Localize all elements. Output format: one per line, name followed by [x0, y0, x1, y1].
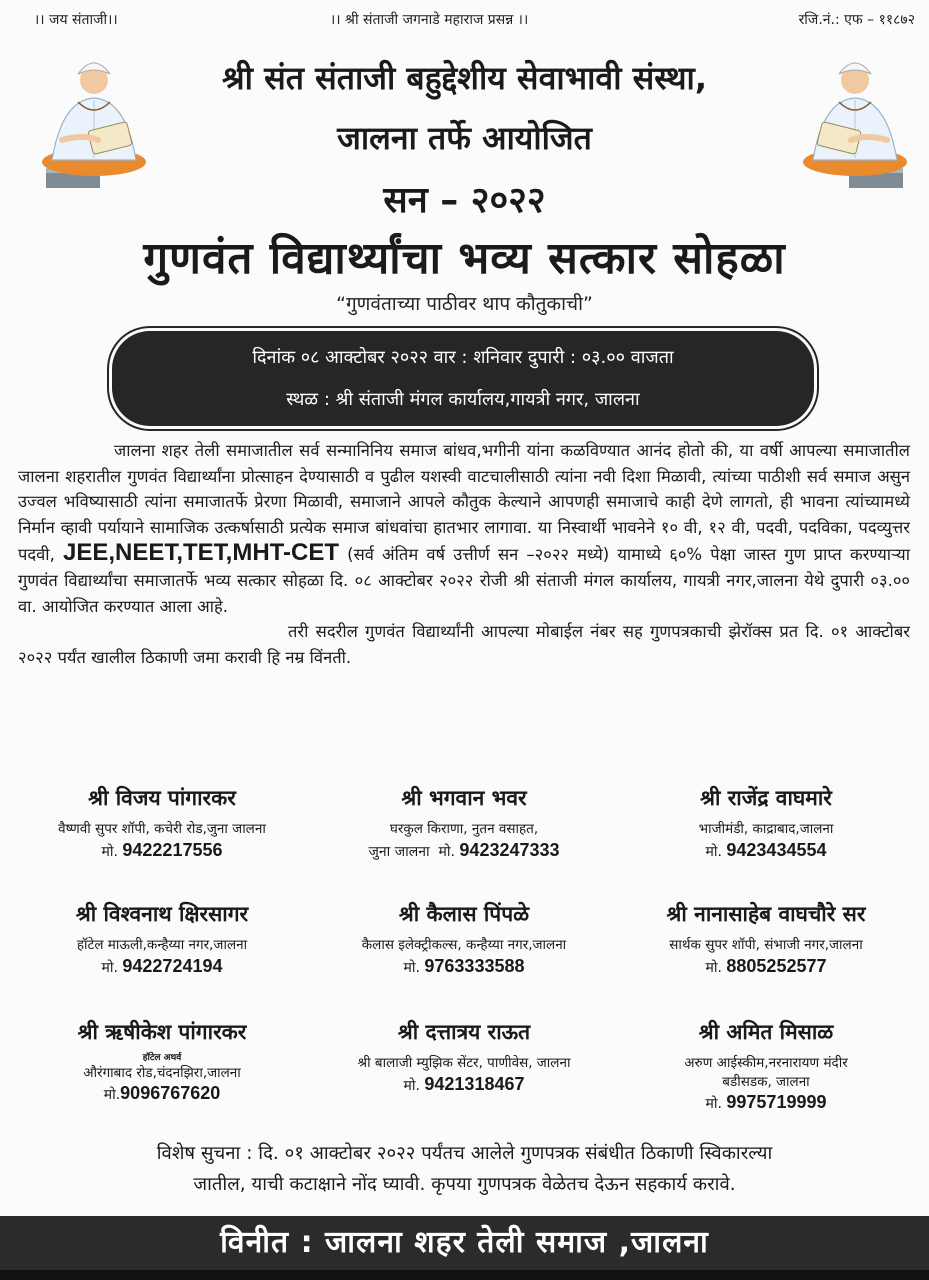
contact-address: कैलास इलेक्ट्रीकल्स, कन्हैय्या नगर,जालना	[361, 937, 567, 953]
contact-address: सार्थक सुपर शॉपी, संभाजी नगर,जालना	[669, 937, 863, 953]
contact-phone: मो. 9421318467	[403, 1074, 525, 1094]
contact-card	[12, 1018, 312, 1106]
contact-address: हॉटेल माऊली,कन्हैय्या नगर,जालना	[76, 937, 248, 953]
contact-address-line-2: बडीसडक, जालना	[722, 1074, 810, 1090]
contact-phone: मो. 9422724194	[101, 956, 223, 976]
contact-name: श्री नानासाहेब वाघचौरे सर	[666, 902, 866, 926]
contact-card	[314, 784, 614, 863]
contact-grid	[0, 780, 929, 1125]
contact-name: श्री ऋषीकेश पांगारकर	[77, 1020, 247, 1044]
invitation-paragraph-2: तरी सदरील गुणवंत विद्यार्थ्यांनी आपल्या मोबाईल नंबर सह गुणपत्रकाची झेरॉक्स प्रत दि. ०१ आक्टोबर २०२२ पर्यंत खालील ठिकाणी जमा करावी हि नम्र विंनती.	[18, 622, 910, 667]
contact-address: श्री बालाजी म्युझिक सेंटर, पाणीवेस, जालना	[357, 1055, 571, 1071]
event-year: सन – २०२२	[383, 180, 546, 221]
contact-card	[616, 1018, 916, 1115]
contact-phone: मो. 9763333588	[403, 956, 525, 976]
registration-number: रजि.नं.: एफ – ११८७२	[798, 12, 915, 28]
contact-business: हॉटेल अथर्व	[142, 1053, 182, 1063]
contact-name: श्री भगवान भवर	[401, 786, 527, 810]
contact-phone: मो. 9423434554	[705, 840, 827, 860]
contact-card	[314, 1018, 614, 1097]
footer-signature: विनीत : जालना शहर तेली समाज ,जालना	[0, 1216, 929, 1270]
paragraph-1-text-b: (सर्व अंतिम वर्ष उत्तीर्ण सन –२०२२ मध्ये) यामाध्ये ६०% पेक्षा जास्त गुण प्राप्त करण्याऱ्या गुणवंत विद्यार्थ्यांचा समाजातर्फे भव्य सत्कार सोहळा दि. ०८ आक्टोबर २०२२ रोजी श्री संताजी मंगल कार्यालय, गायत्री नगर,जालना येथे दुपारी ०३.०० वा. आयोजित करण्यात आला आहे.	[18, 545, 910, 616]
contact-address: घरकुल किराणा, नुतन वसाहत,	[389, 821, 539, 837]
event-venue-line: स्थळ : श्री संताजी मंगल कार्यालय,गायत्री नगर, जालना	[286, 389, 640, 410]
notice-line-1: विशेष सुचना : दि. ०१ आक्टोबर २०२२ पर्यंतच आलेले गुणपत्रक संबंधीत ठिकाणी स्विकारल्या	[156, 1143, 773, 1164]
contact-address: वैष्णवी सुपर शॉपी, कचेरी रोड,जुना जालना	[58, 821, 266, 837]
exam-names: JEE,NEET,TET,MHT-CET	[62, 539, 340, 567]
contact-address: अरुण आईस्कीम,नरनारायण मंदीर	[684, 1055, 848, 1071]
invitation-body	[18, 438, 910, 670]
header-bar	[0, 0, 929, 38]
contact-phone: मो. 9975719999	[705, 1092, 827, 1112]
contact-phone: मो. 9422217556	[101, 840, 223, 860]
contact-card	[616, 784, 916, 863]
organization-name: श्री संत संताजी बहुद्देशीय सेवाभावी संस्था,	[222, 59, 707, 97]
contact-name: श्री विश्वनाथ क्षिरसागर	[75, 902, 249, 926]
header-center-text: ।। श्री संताजी जगनाडे महाराज प्रसन्न ।।	[330, 12, 529, 28]
header-left-text: ।। जय संताजी।।	[34, 12, 118, 28]
bottom-edge	[0, 1270, 929, 1280]
invitation-paragraph-1	[18, 438, 910, 619]
special-notice	[16, 1138, 913, 1200]
contact-card	[616, 900, 916, 979]
event-date-line: दिनांक ०८ आक्टोबर २०२२ वार : शनिवार दुपारी : ०३.०० वाजता	[252, 347, 674, 368]
contact-address: औरंगाबाद रोड,चंदनझिरा,जालना	[83, 1065, 241, 1081]
contact-card	[314, 900, 614, 979]
contact-card	[12, 900, 312, 979]
contact-card	[12, 784, 312, 863]
date-venue-banner	[112, 331, 814, 426]
contact-name: श्री विजय पांगारकर	[88, 786, 236, 810]
contact-name: श्री अमित मिसाळ	[698, 1020, 834, 1044]
contact-address: भाजीमंडी, काद्राबाद,जालना	[698, 821, 834, 837]
contact-name: श्री राजेंद्र वाघमारे	[700, 786, 832, 810]
contact-phone: मो. 8805252577	[705, 956, 827, 976]
contact-name: श्री कैलास पिंपळे	[398, 902, 530, 926]
contact-name: श्री दत्तात्रय राऊत	[397, 1020, 531, 1044]
paragraph-1-text-a: जालना शहर तेली समाजातील सर्व सन्मानिनिय समाज बांधव,भगीनी यांना कळविण्यात आनंद होतो की, या वर्षी आपल्या समाजातील जालना शहरातील गुणवंत विद्यार्थ्यांना प्रोत्साहन देण्यासाठी व पुढील यशस्वी वाटचालीसाठी त्यांना नवी दिशा मिळावी, त्यांच्या पाठीशी सर्व समाज असुन उज्वल भविष्यासाठी त्यांना समाजातर्फे प्रेरणा मिळावी, समाजाने आपले कौतुक केल्याने आपणही समाजाचे काही देणे लागतो, ही भावना त्यांच्यामध्ये निर्मान व्हावी पर्यायाने सामाजिक उत्कर्षासाठी प्रत्येक समाज बांधवांचा हातभार लागावा. या निस्वार्थी भावनेने १० वी, १२ वी, पदवी, पदविका, पदव्युत्तर पदवी,	[18, 441, 910, 565]
event-title: गुणवंत विद्यार्थ्यांचा भव्य सत्कार सोहळा	[143, 233, 786, 284]
event-tagline: “गुणवंताच्या पाठीवर थाप कौतुकाची”	[336, 293, 593, 315]
notice-line-2: जातील, याची कटाक्षाने नोंद घ्यावी. कृपया गुणपत्रक वेळेतच देऊन सहकार्य करावे.	[193, 1174, 736, 1195]
contact-phone: मो.9096767620	[103, 1083, 221, 1103]
organizer-line: जालना तर्फे आयोजित	[337, 119, 592, 157]
contact-phone: जुना जालना मो. 9423247333	[368, 840, 560, 860]
